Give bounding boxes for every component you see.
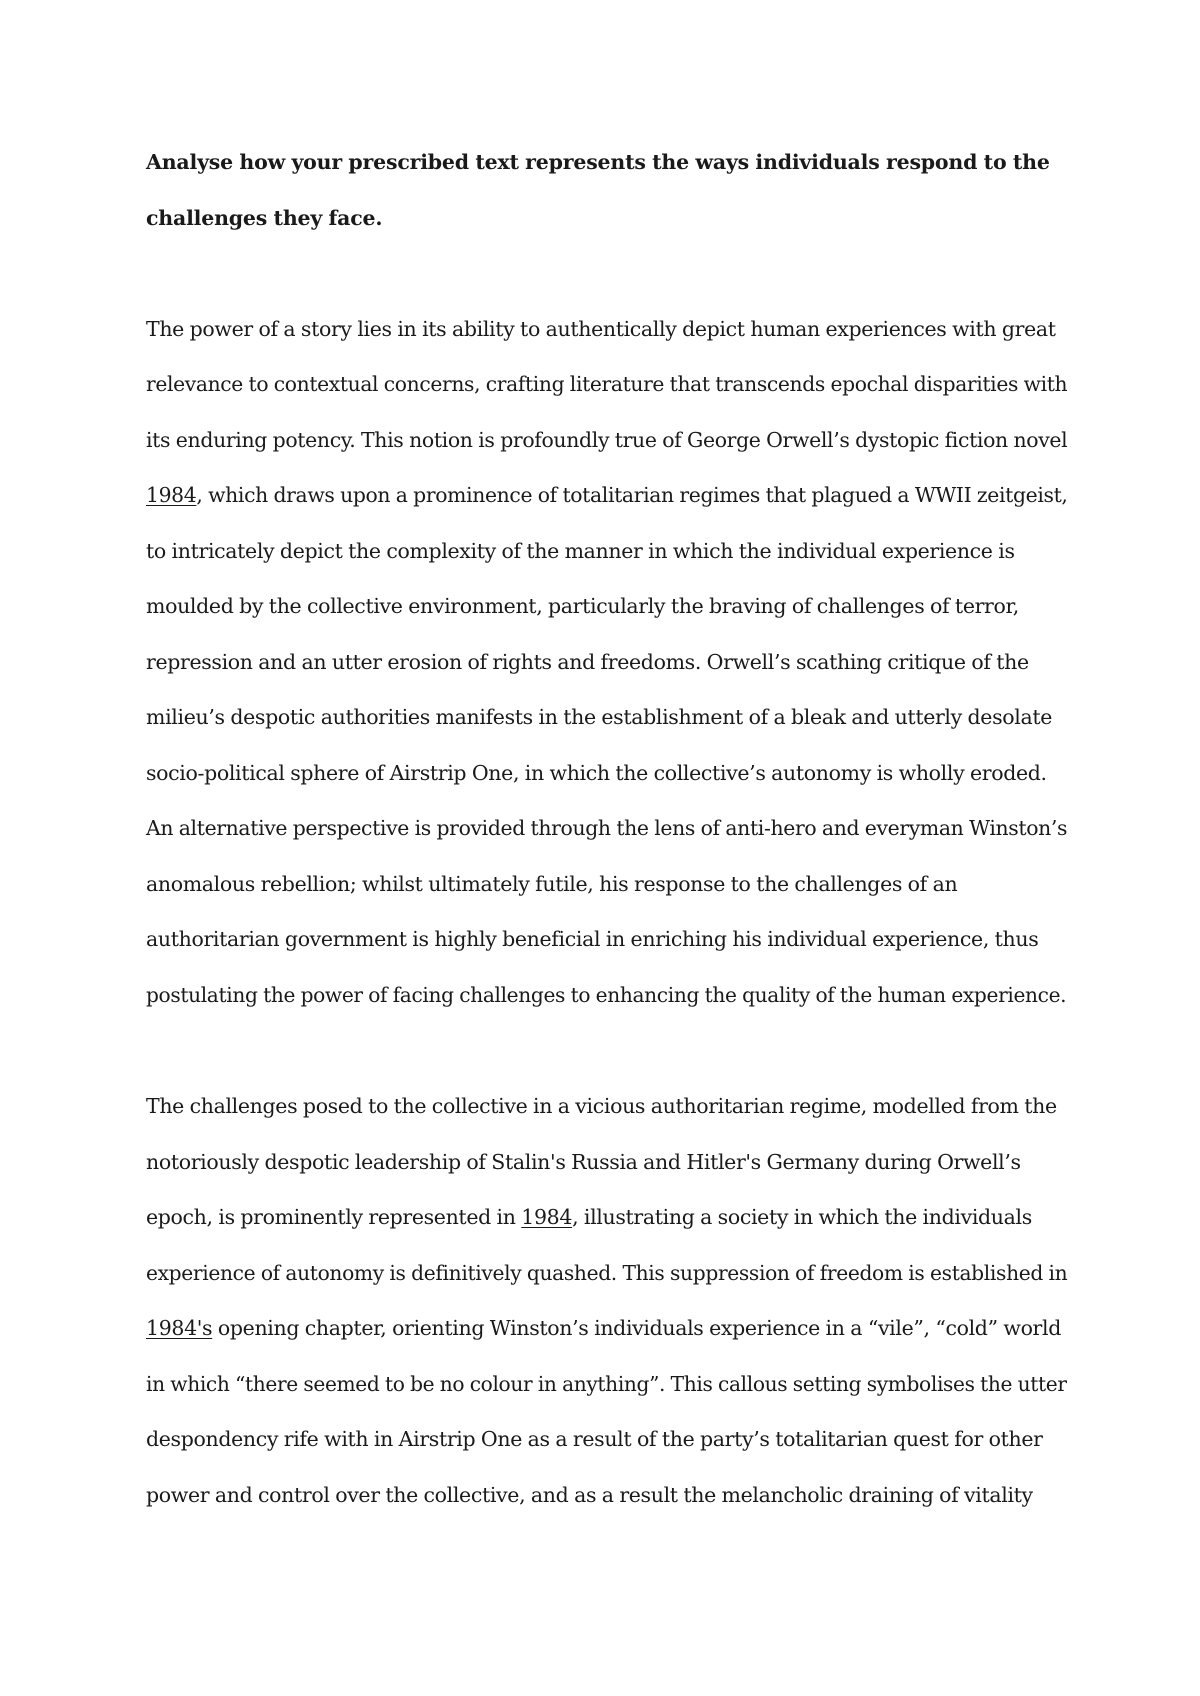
line-text: , illustrating a society in which the individuals — [572, 1205, 1032, 1229]
line-text: opening chapter, orienting Winston’s individuals experience in a “vile”, “cold” world — [212, 1316, 1061, 1340]
book-title-underlined: 1984's — [146, 1316, 213, 1340]
paragraph-line: in which “there seemed to be no colour in anything”. This callous setting symbolises the utter — [146, 1372, 1067, 1396]
paragraph-line: postulating the power of facing challenges to enhancing the quality of the human experience. — [146, 983, 1067, 1007]
line-text: , which draws upon a prominence of totalitarian regimes that plagued a WWII zeitgeist, — [196, 483, 1068, 507]
paragraph-line: despondency rife with in Airstrip One as a result of the party’s totalitarian quest for other — [146, 1427, 1043, 1451]
paragraph-line — [146, 1203, 1032, 1231]
book-title-underlined: 1984 — [521, 1205, 573, 1229]
paragraph-line: power and control over the collective, and as a result the melancholic draining of vitality — [146, 1483, 1033, 1507]
paragraph-line: The power of a story lies in its ability to authentically depict human experiences with great — [146, 317, 1056, 341]
essay-question-line: Analyse how your prescribed text represents the ways individuals respond to the — [146, 150, 1050, 174]
paragraph-line — [146, 1314, 1061, 1342]
paragraph-line: repression and an utter erosion of rights and freedoms. Orwell’s scathing critique of the — [146, 650, 1029, 674]
paragraph-line: socio-political sphere of Airstrip One, in which the collective’s autonomy is wholly eroded. — [146, 761, 1047, 785]
paragraph-line: An alternative perspective is provided through the lens of anti-hero and everyman Winston’s — [146, 816, 1068, 840]
paragraph-line: its enduring potency. This notion is profoundly true of George Orwell’s dystopic fiction novel — [146, 428, 1068, 452]
book-title-underlined: 1984 — [146, 483, 197, 507]
paragraph-line: moulded by the collective environment, particularly the braving of challenges of terror, — [146, 594, 1019, 618]
paragraph-line: experience of autonomy is definitively quashed. This suppression of freedom is established in — [146, 1261, 1068, 1285]
paragraph-line: notoriously despotic leadership of Stalin's Russia and Hitler's Germany during Orwell’s — [146, 1150, 1021, 1174]
paragraph-line: to intricately depict the complexity of the manner in which the individual experience is — [146, 539, 1015, 563]
paragraph-line: anomalous rebellion; whilst ultimately futile, his response to the challenges of an — [146, 872, 958, 896]
paragraph-line: The challenges posed to the collective in a vicious authoritarian regime, modelled from the — [146, 1094, 1057, 1118]
line-text: epoch, is prominently represented in — [146, 1205, 522, 1229]
paragraph-line: relevance to contextual concerns, crafting literature that transcends epochal disparities with — [146, 372, 1068, 396]
essay-question-line: challenges they face. — [146, 206, 383, 230]
paragraph-line: milieu’s despotic authorities manifests in the establishment of a bleak and utterly desolate — [146, 705, 1053, 729]
paragraph-line: authoritarian government is highly beneficial in enriching his individual experience, thus — [146, 927, 1039, 951]
paragraph-line — [146, 481, 1068, 509]
